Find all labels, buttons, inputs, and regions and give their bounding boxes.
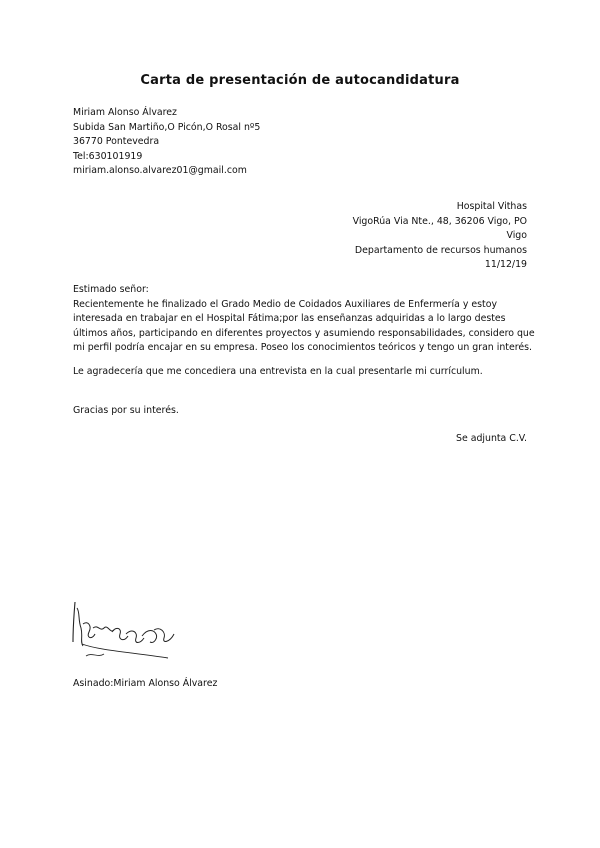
recipient-organization: Hospital Vithas: [456, 201, 527, 212]
recipient-department: Departamento de recursos humanos: [354, 244, 527, 256]
handwritten-signature: [68, 598, 180, 668]
sender-name: Miriam Alonso Álvarez: [73, 107, 177, 118]
paragraph-1-line: últimos años, participando en diferentes proyectos y asumiendo responsabilidades, considero que: [73, 327, 535, 339]
letter-body: [73, 283, 535, 380]
greeting: Estimado señor:: [73, 284, 149, 295]
recipient-block: [353, 200, 527, 273]
sender-postal-city: 36770 Pontevedra: [73, 136, 160, 148]
enclosure-note: Se adjunta C.V.: [456, 433, 527, 444]
sender-address: Subida San Martiño,O Picón,O Rosal nº5: [73, 121, 261, 133]
letter-title: Carta de presentación de autocandidatura: [140, 73, 460, 88]
paragraph-1-line: Recientemente he finalizado el Grado Medio de Coidados Auxiliares de Enfermería y estoy: [73, 298, 497, 310]
paragraph-1-line: mi perfil podría encajar en su empresa. Poseo los conocimientos teóricos y tengo un gran interés.: [73, 342, 533, 354]
signed-by: Asinado:Miriam Alonso Álvarez: [73, 678, 218, 689]
recipient-address: VigoRúa Via Nte., 48, 36206 Vigo, PO: [352, 215, 527, 227]
sender-email: miriam.alonso.alvarez01@gmail.com: [73, 165, 247, 177]
paragraph-2: Le agradecería que me concediera una entrevista en la cual presentarle mi currículum.: [73, 365, 483, 377]
recipient-city: Vigo: [506, 230, 527, 242]
closing-text: Gracias por su interés.: [73, 405, 179, 416]
sender-phone: Tel:630101919: [73, 150, 143, 162]
sender-block: [73, 106, 260, 179]
paragraph-1-line: interesada en trabajar en el Hospital Fátima;por las enseñanzas adquiridas a lo largo destes: [73, 313, 506, 325]
letter-date: 11/12/19: [484, 259, 527, 271]
paragraph-1: [73, 298, 535, 356]
